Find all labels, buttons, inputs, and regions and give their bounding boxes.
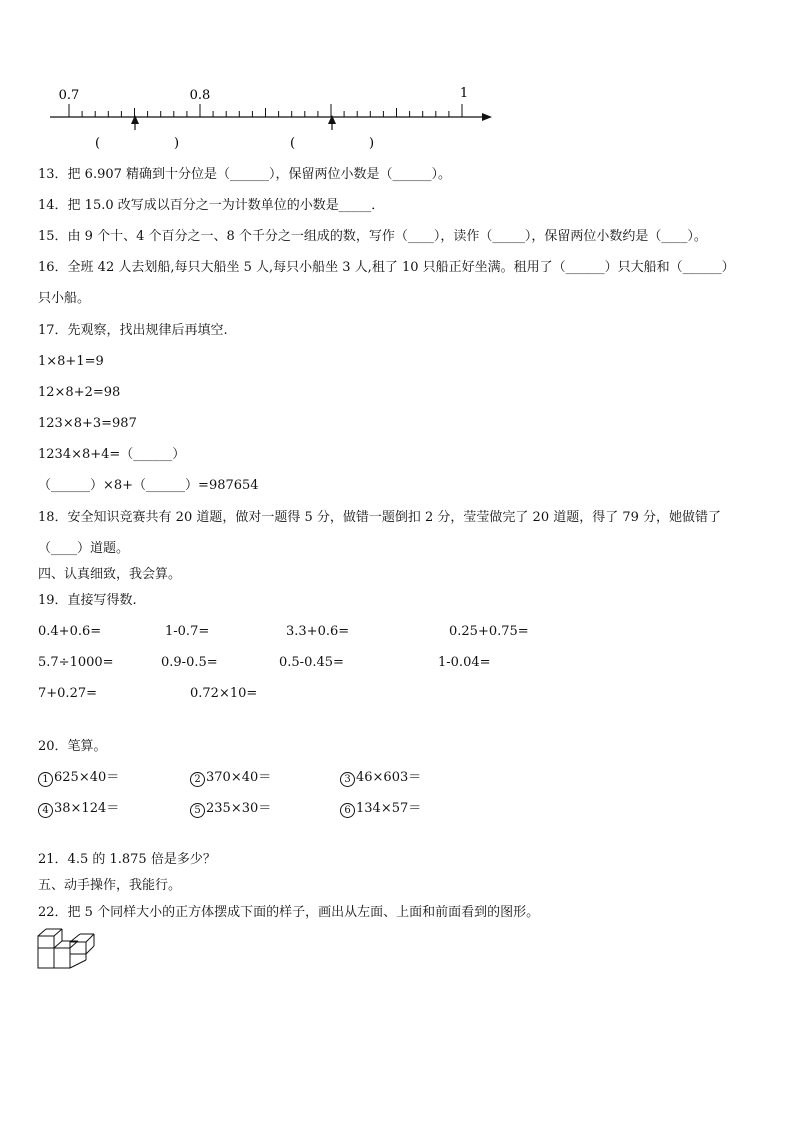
number-line-blank-1-close: )	[174, 136, 180, 151]
number-line-blank-2-close: )	[369, 136, 375, 151]
pattern-line-3: 123×8+3=987	[38, 416, 137, 431]
pattern-line-4: 1234×8+4=（______）	[38, 447, 186, 462]
circled-number-5: 5	[190, 803, 205, 818]
circled-number-2: 2	[190, 772, 205, 787]
written-calc-expr: 235×30＝	[206, 801, 272, 816]
question-20-title: 20．笔算。	[38, 739, 107, 754]
section-4-heading: 四、认真细致，我会算。	[38, 567, 182, 582]
calc-item: 0.25+0.75=	[449, 624, 529, 639]
written-calc-expr: 370×40＝	[206, 770, 272, 785]
question-22: 22．把 5 个同样大小的正方体摆成下面的样子，画出从左面、上面和前面看到的图形。	[38, 905, 540, 920]
circled-number-4: 4	[38, 803, 53, 818]
calc-item: 3.3+0.6=	[286, 624, 350, 639]
number-line-ticks	[69, 104, 462, 117]
calc-item: 0.5-0.45=	[279, 655, 344, 670]
pattern-line-1: 1×8+1=9	[38, 354, 104, 369]
calc-item: 0.72×10=	[190, 686, 258, 701]
written-calc-expr: 625×40＝	[54, 770, 120, 785]
written-calc-expr: 38×124＝	[54, 801, 120, 816]
question-16-line-1: 16．全班 42 人去划船,每只大船坐 5 人,每只小船坐 3 人,租了 10 只船正好坐满。租用了（______）只大船和（______）	[38, 260, 735, 275]
pattern-line-5: （______）×8+（______）=987654	[38, 478, 259, 493]
written-calc-expr: 46×603＝	[356, 770, 422, 785]
written-calc-item-2	[190, 770, 271, 787]
circled-number-3: 3	[340, 772, 355, 787]
number-line-figure	[46, 82, 496, 154]
calc-item: 0.4+0.6=	[38, 624, 102, 639]
cube-arrangement-figure	[36, 926, 100, 972]
number-line-label-0-8: 0.8	[189, 88, 211, 103]
number-line-blank-1-open: (	[95, 136, 101, 151]
calc-item: 0.9-0.5=	[161, 655, 218, 670]
circled-number-6: 6	[340, 803, 355, 818]
section-5-heading: 五、动手操作，我能行。	[38, 878, 182, 893]
circled-number-1: 1	[38, 772, 53, 787]
written-calc-item-3	[340, 770, 421, 787]
number-line-arrowhead	[482, 113, 492, 121]
question-16-line-2: 只小船。	[38, 291, 91, 306]
question-18-line-2: （____）道题。	[38, 541, 130, 556]
number-line-label-1: 1	[459, 86, 469, 101]
written-calc-item-5	[190, 801, 271, 818]
number-line-label-0-7: 0.7	[58, 88, 80, 103]
written-calc-item-1	[38, 770, 119, 787]
question-15: 15．由 9 个十、4 个百分之一、8 个千分之一组成的数，写作（____），读作（_____），保留两位小数约是（____）。	[38, 229, 707, 244]
question-17-title: 17．先观察，找出规律后再填空.	[38, 323, 228, 338]
calc-item: 1-0.7=	[165, 624, 210, 639]
calc-item: 7+0.27=	[38, 686, 98, 701]
written-calc-item-6	[340, 801, 421, 818]
question-14: 14．把 15.0 改写成以百分之一为计数单位的小数是_____．	[38, 198, 385, 213]
written-calc-item-4	[38, 801, 119, 818]
written-calc-expr: 134×57＝	[356, 801, 422, 816]
calc-item: 5.7÷1000=	[38, 655, 114, 670]
question-18-line-1: 18．安全知识竞赛共有 20 道题，做对一题得 5 分，做错一题倒扣 2 分，莹莹做完了 20 道题，得了 79 分，她做错了	[38, 510, 722, 525]
pattern-line-2: 12×8+2=98	[38, 385, 121, 400]
question-13: 13．把 6.907 精确到十分位是（______），保留两位小数是（______）。	[38, 167, 452, 182]
question-19-title: 19．直接写得数.	[38, 593, 137, 608]
number-line-blank-2-open: (	[290, 136, 296, 151]
calc-item: 1-0.04=	[438, 655, 491, 670]
question-21: 21．4.5 的 1.875 倍是多少？	[38, 852, 216, 867]
